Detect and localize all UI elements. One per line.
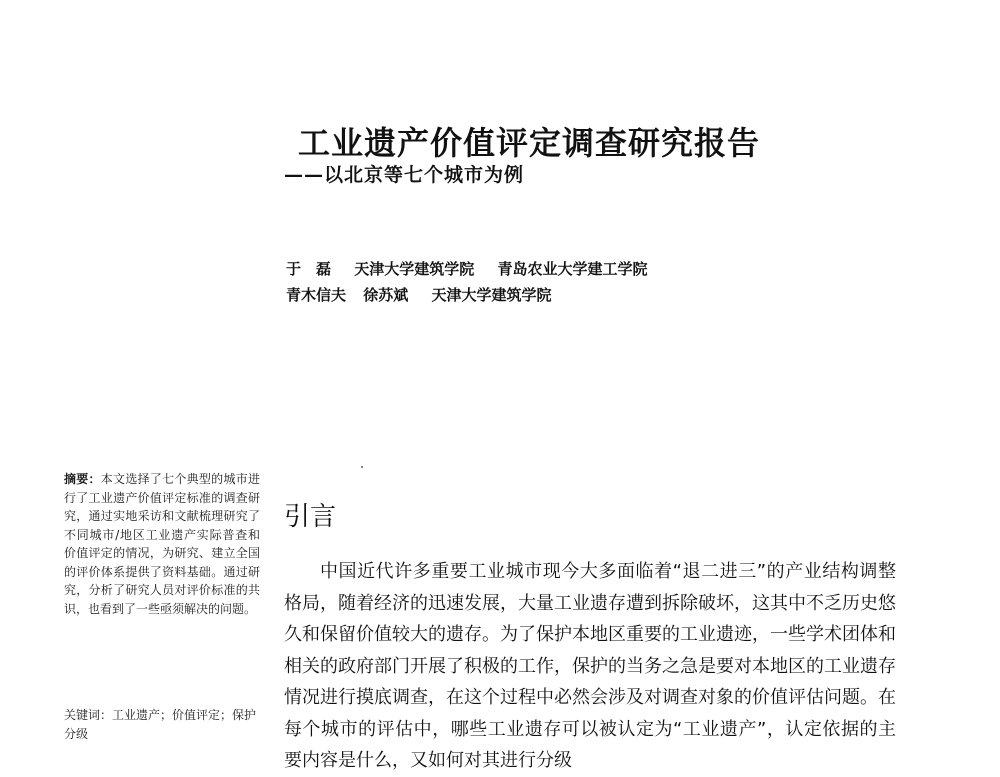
author-name: 徐苏斌 xyxy=(363,286,409,304)
author-name: 于 磊 xyxy=(286,260,332,278)
keywords-label: 关键词： xyxy=(64,708,113,722)
author-affiliation: 青岛农业大学建工学院 xyxy=(497,260,648,278)
author-name: 青木信夫 xyxy=(286,286,347,304)
author-block xyxy=(286,256,666,308)
paper-subtitle: ——以北京等七个城市为例 xyxy=(284,164,525,186)
paper-title: 工业遗产价值评定调查研究报告 xyxy=(298,124,761,162)
keywords xyxy=(64,706,260,743)
abstract-label: 摘要： xyxy=(64,472,101,486)
author-line-2 xyxy=(286,282,666,308)
author-affiliation: 天津大学建筑学院 xyxy=(354,260,475,278)
abstract xyxy=(64,470,260,618)
abstract-text: 本文选择了七个典型的城市进行了工业遗产价值评定标准的调查研究，通过实地采访和文献梳理研究了不同城市/地区工业遗产实际普查和价值评定的情况，为研究、建立全国的评价体系提供了资料基础。通过研究，分析了研究人员对评价标准的共识，也看到了一些亟须解决的问题。 xyxy=(64,472,260,616)
author-line-1 xyxy=(286,256,666,282)
speck xyxy=(361,466,363,468)
author-affiliation: 天津大学建筑学院 xyxy=(431,286,552,304)
keywords-text: 工业遗产；价值评定；保护分级 xyxy=(64,708,257,741)
body-paragraph: 中国近代许多重要工业城市现今大多面临着“退二进三”的产业结构调整格局，随着经济的迅速发展，大量工业遗存遭到拆除破坏，这其中不乏历史悠久和保留价值较大的遗存。为了保护本地区重要的工业遗迹，一些学术团体和相关的政府部门开展了积极的工作，保护的当务之急是要对本地区的工业遗存情况进行摸底调查，在这个过程中必然会涉及对调查对象的价值评估问题。在每个城市的评估中，哪些工业遗存可以被认定为“工业遗产”，认定依据的主要内容是什么，又如何对其进行分级 xyxy=(284,561,896,771)
section-heading: 引言 xyxy=(284,502,337,532)
